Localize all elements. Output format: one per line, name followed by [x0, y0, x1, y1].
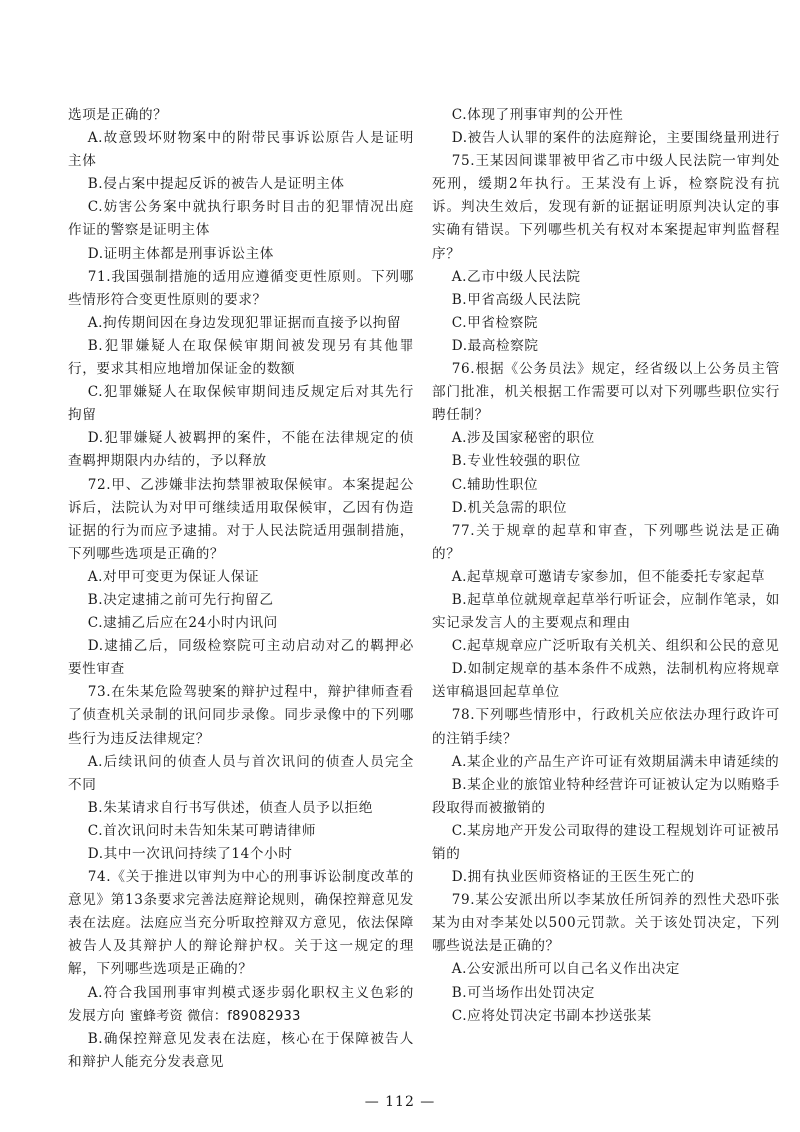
option-70d: D.证明主体都是刑事诉讼主体: [87, 245, 274, 262]
question-75: 75.王某因间谍罪被甲省乙市中级人民法院一审判处死刑，缓期2年执行。王某没有上诉，检察院没有抗诉。判决生效后，发现有新的证据证明原判决认定的事实确有错误。下列哪些机关有权对本案提起审判监督程序？: [432, 153, 780, 262]
question-78: 78.下列哪些情形中，行政机关应依法办理行政许可的注销手续？: [432, 707, 780, 747]
question-73: 73.在朱某危险驾驶案的辩护过程中，辩护律师查看了侦查机关录制的讯问同步录像。同步录像中的下列哪些行为违反法律规定？: [68, 684, 414, 747]
option-71c: C.犯罪嫌疑人在取保候审期间违反规定后对其先行拘留: [68, 384, 414, 424]
option-74b: B.确保控辩意见发表在法庭，核心在于保障被告人和辩护人能充分发表意见: [68, 1030, 414, 1070]
question-72: 72.甲、乙涉嫌非法拘禁罪被取保候审。本案提起公诉后，法院认为对甲可继续适用取保候审，乙因有伪造证据的行为而应予逮捕。对于人民法院适用强制措施，下列哪些选项是正确的？: [68, 476, 414, 562]
option-74c: C.体现了刑事审判的公开性: [451, 107, 624, 123]
option-71a: A.拘传期间因在身边发现犯罪证据而直接予以拘留: [87, 314, 402, 331]
watermark-text: 蜜蜂考资 微信：f89082933: [129, 1008, 301, 1024]
question-71: 71.我国强制措施的适用应遵循变更性原则。下列哪些情形符合变更性原则的要求？: [68, 268, 414, 308]
option-70c: C.妨害公务案中就执行职务时目击的犯罪情况出庭作证的警察是证明主体: [68, 199, 414, 239]
option-72d: D.逮捕乙后，同级检察院可主动启动对乙的羁押必要性审查: [68, 638, 414, 678]
option-76b: B.专业性较强的职位: [451, 453, 581, 470]
option-72c: C.逮捕乙后应在24小时内讯问: [87, 615, 278, 632]
option-78a: A.某企业的产品生产许可证有效期届满未申请延续的: [451, 753, 780, 770]
option-74a: [68, 982, 414, 1028]
question-79: 79.某公安派出所以李某放任所饲养的烈性犬恐吓张某为由对李某处以500元罚款。关于该处罚决定，下列哪些说法是正确的？: [432, 892, 780, 955]
option-70b: B.侵占案中提起反诉的被告人是证明主体: [87, 176, 345, 193]
page-number: — 112 —: [364, 1094, 436, 1110]
option-73a: A.后续讯问的侦查人员与首次讯问的侦查人员完全不同: [68, 753, 414, 793]
option-72b: B.决定逮捕之前可先行拘留乙: [87, 591, 274, 608]
option-76a: A.涉及国家秘密的职位: [451, 430, 595, 447]
option-76d: D.机关急需的职位: [451, 499, 568, 516]
option-75b: B.甲省高级人民法院: [451, 291, 581, 308]
question-70-stem-tail: 选项是正确的？: [68, 107, 168, 123]
question-76: 76.根据《公务员法》规定，经省级以上公务员主管部门批准，机关根据工作需要可以对下列哪些职位实行聘任制？: [432, 361, 780, 424]
option-71d: D.犯罪嫌疑人被羁押的案件，不能在法律规定的侦查羁押期限内办结的，予以释放: [68, 430, 414, 470]
option-75a: A.乙市中级人民法院: [451, 268, 581, 285]
question-74: 74.《关于推进以审判为中心的刑事诉讼制度改革的意见》第13条要求完善法庭辩论规则，确保控辩意见发表在法庭。法庭应当充分听取控辩双方意见，依法保障被告人及其辩护人的辩论辩护权。关于这一规定的理解，下列哪些选项是正确的？: [68, 869, 414, 978]
option-72a: A.对甲可变更为保证人保证: [87, 568, 260, 585]
right-column: [432, 104, 780, 1028]
option-73b: B.朱某请求自行书写供述，侦查人员予以拒绝: [87, 799, 373, 816]
option-70a: A.故意毁坏财物案中的附带民事诉讼原告人是证明主体: [68, 130, 414, 170]
option-78b: B.某企业的旅馆业特种经营许可证被认定为以贿赂手段取得而被撤销的: [432, 776, 780, 816]
option-79a: A.公安派出所可以自己名义作出决定: [451, 961, 680, 978]
option-77c: C.起草规章应广泛听取有关机关、组织和公民的意见: [451, 638, 780, 655]
option-79b: B.可当场作出处罚决定: [451, 984, 595, 1001]
option-78c: C.某房地产开发公司取得的建设工程规划许可证被吊销的: [432, 822, 780, 862]
option-77a: A.起草规章可邀请专家参加，但不能委托专家起草: [451, 568, 766, 585]
question-77: 77.关于规章的起草和审查，下列哪些说法是正确的？: [432, 522, 780, 562]
option-75c: C.甲省检察院: [451, 314, 539, 331]
option-73d: D.其中一次讯问持续了14个小时: [87, 846, 293, 862]
option-74d: D.被告人认罪的案件的法庭辩论，主要围绕量刑进行: [451, 130, 780, 147]
option-79c: C.应将处罚决定书副本抄送张某: [451, 1007, 652, 1024]
option-71b: B.犯罪嫌疑人在取保候审期间被发现另有其他罪行，要求其相应地增加保证金的数额: [68, 337, 414, 378]
option-77b: B.起草单位就规章起草举行听证会，应制作笔录，如实记录发言人的主要观点和理由: [432, 591, 780, 632]
option-76c: C.辅助性职位: [451, 476, 539, 493]
option-74a-text: A.符合我国刑事审判模式逐步弱化职权主义色彩的发展方向: [68, 984, 414, 1024]
option-77d: D.如制定规章的基本条件不成熟，法制机构应将规章送审稿退回起草单位: [432, 661, 780, 701]
option-73c: C.首次讯问时未告知朱某可聘请律师: [87, 822, 317, 839]
left-column: [68, 104, 414, 1074]
option-75d: D.最高检察院: [451, 337, 539, 354]
option-78d: D.拥有执业医师资格证的王医生死亡的: [451, 869, 695, 886]
